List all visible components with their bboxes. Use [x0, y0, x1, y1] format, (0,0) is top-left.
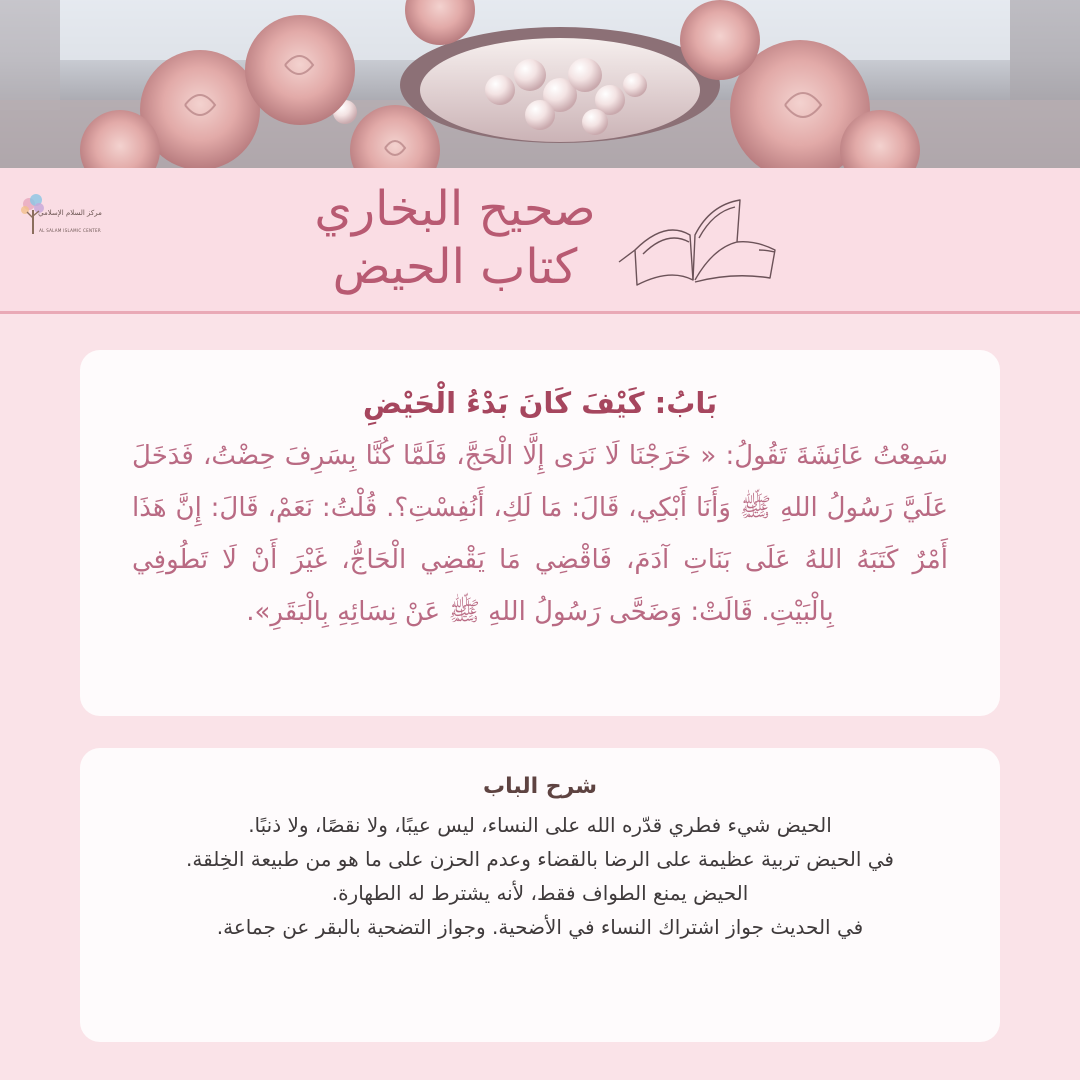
explanation-card	[80, 748, 1000, 1042]
explanation-line: الحيض شيء فطري قدّره الله على النساء، ليس عيبًا، ولا نقصًا، ولا ذنبًا.	[248, 813, 832, 837]
explanation-line: الحيض يمنع الطواف فقط، لأنه يشترط له الطهارة.	[331, 881, 749, 905]
open-book-icon	[615, 190, 785, 290]
title-line-2: كتاب الحيض	[332, 239, 578, 295]
explanation-list	[130, 808, 950, 944]
explanation-line: في الحيض تربية عظيمة على الرضا بالقضاء وعدم الحزن على ما هو من طبيعة الخِلقة.	[186, 847, 894, 871]
title-line-1: صحيح البخاري	[314, 181, 596, 237]
roses-pearls-illustration	[0, 0, 1080, 168]
header-divider	[0, 311, 1080, 314]
hero-image	[0, 0, 1080, 168]
explanation-title: شرح الباب	[483, 774, 597, 799]
hadith-chapter-title: بَابُ: كَيْفَ كَانَ بَدْءُ الْحَيْضِ	[362, 386, 718, 420]
logo-name-ar: مركز السلام الإسلامي	[38, 209, 102, 217]
hadith-text: سَمِعْتُ عَائِشَةَ تَقُولُ: « خَرَجْنَا لَا نَرَى إِلَّا الْحَجَّ، فَلَمَّا كُنَّا بِسَرِفَ حِضْتُ، فَدَخَلَ عَلَيَّ رَسُولُ اللهِ ﷺ وَأَنَا أَبْكِي، قَالَ: مَا لَكِ، أَنُفِسْتِ؟. قُلْتُ: نَعَمْ، قَالَ: إِنَّ هَذَا أَمْرٌ كَتَبَهُ اللهُ عَلَى بَنَاتِ آدَمَ، فَاقْضِي مَا يَقْضِي الْحَاجُّ، غَيْرَ أَنْ لَا تَطُوفِي بِالْبَيْتِ. قَالَتْ: وَضَحَّى رَسُولُ اللهِ ﷺ عَنْ نِسَائِهِ بِالْبَقَرِ».	[132, 441, 948, 627]
logo-name-en: AL SALAM ISLAMIC CENTER	[39, 228, 101, 233]
page-title	[300, 180, 610, 296]
hadith-card	[80, 350, 1000, 716]
explanation-line: في الحديث جواز اشتراك النساء في الأضحية. وجواز التضحية بالبقر عن جماعة.	[216, 915, 864, 939]
